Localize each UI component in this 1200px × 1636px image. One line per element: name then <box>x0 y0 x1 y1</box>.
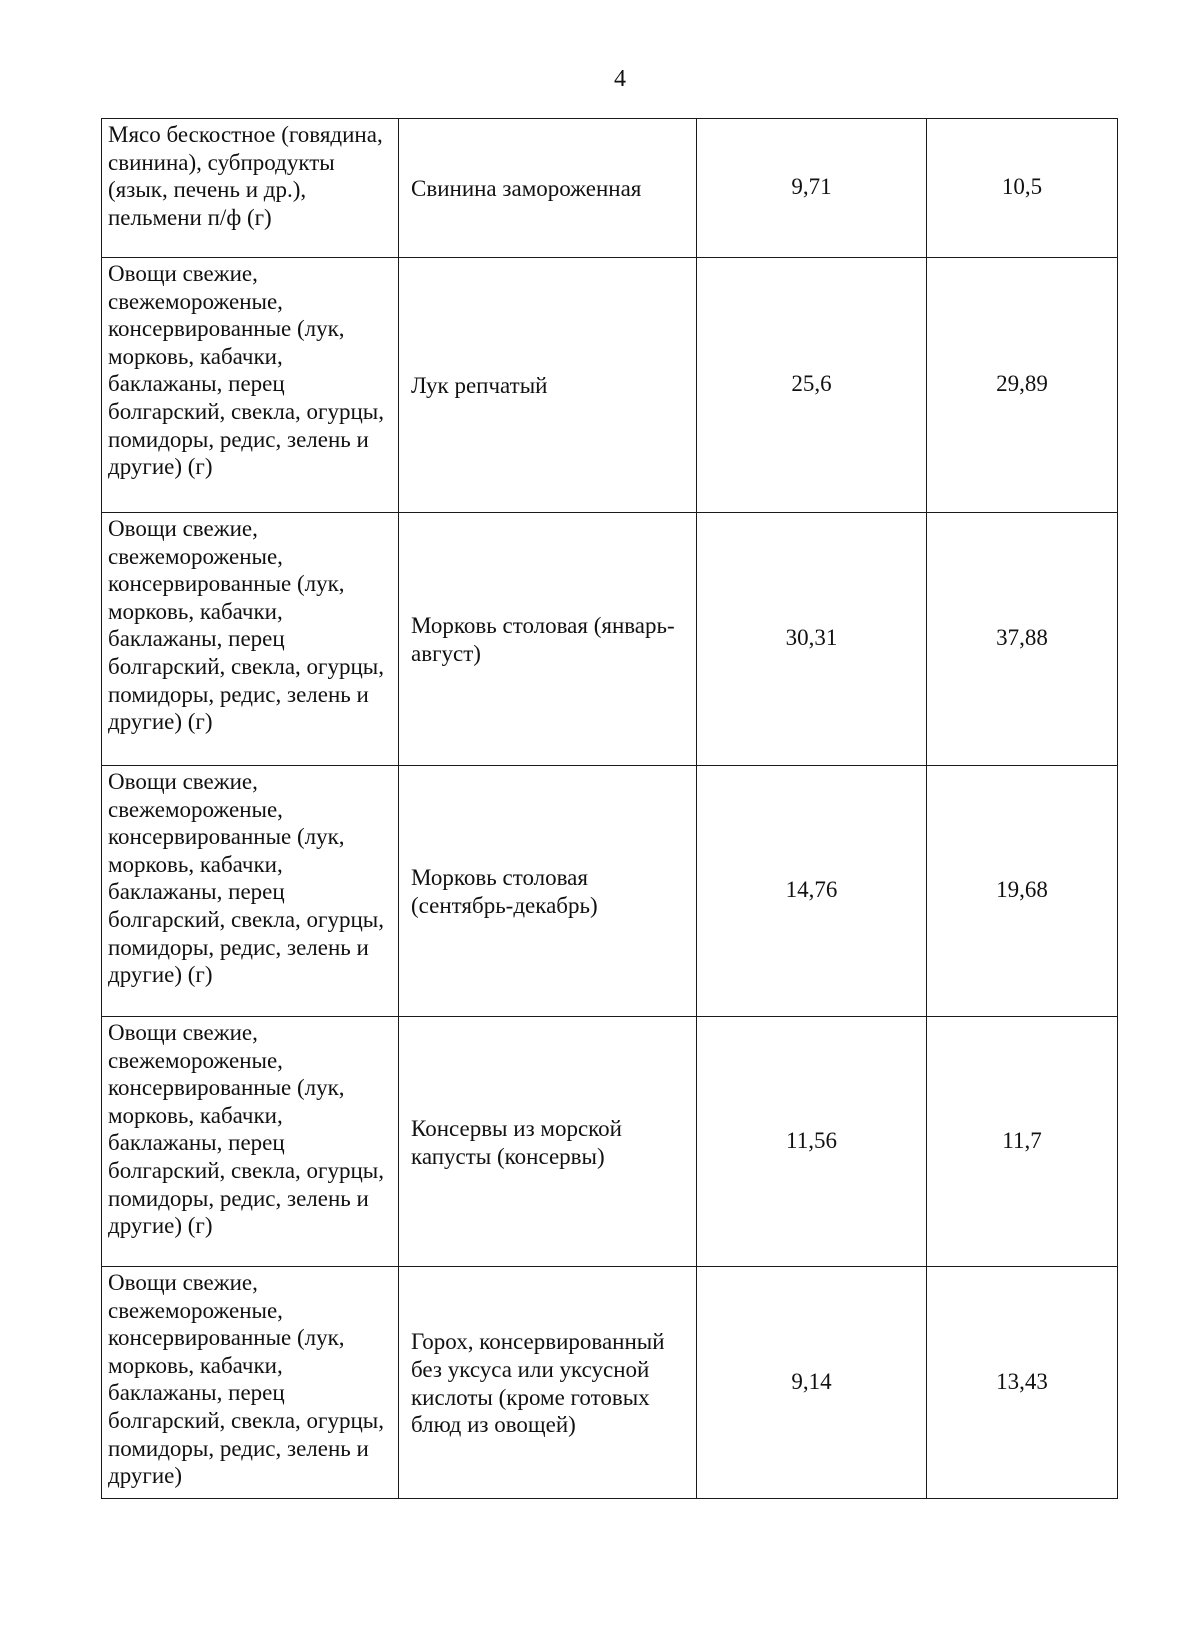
value-1-cell: 9,14 <box>697 1267 927 1499</box>
product-cell: Морковь столовая (сентябрь-декабрь) <box>399 766 697 1017</box>
value-1-cell: 14,76 <box>697 766 927 1017</box>
product-cell: Морковь столовая (январь-август) <box>399 513 697 766</box>
value-1-cell: 25,6 <box>697 258 927 513</box>
table-row <box>102 258 1118 513</box>
table-row <box>102 766 1118 1017</box>
value-2-cell: 10,5 <box>927 119 1118 258</box>
value-1-cell: 11,56 <box>697 1017 927 1267</box>
category-cell: Мясо бескостное (говядина, свинина), субпродукты (язык, печень и др.), пельмени п/ф (г) <box>102 119 399 258</box>
value-1-cell: 30,31 <box>697 513 927 766</box>
value-2-cell: 13,43 <box>927 1267 1118 1499</box>
value-2-cell: 11,7 <box>927 1017 1118 1267</box>
value-1-cell: 9,71 <box>697 119 927 258</box>
value-2-cell: 19,68 <box>927 766 1118 1017</box>
category-cell: Овощи свежие, свежемороженые, консервированные (лук, морковь, кабачки, баклажаны, перец болгарский, свекла, огурцы, помидоры, редис, зелень и другие) (г) <box>102 1017 399 1267</box>
table-row <box>102 513 1118 766</box>
page-number: 4 <box>614 66 626 92</box>
category-cell: Овощи свежие, свежемороженые, консервированные (лук, морковь, кабачки, баклажаны, перец болгарский, свекла, огурцы, помидоры, редис, зелень и другие) <box>102 1267 399 1499</box>
value-2-cell: 37,88 <box>927 513 1118 766</box>
product-cell: Горох, консервированный без уксуса или уксусной кислоты (кроме готовых блюд из овощей) <box>399 1267 697 1499</box>
category-cell: Овощи свежие, свежемороженые, консервированные (лук, морковь, кабачки, баклажаны, перец болгарский, свекла, огурцы, помидоры, редис, зелень и другие) (г) <box>102 513 399 766</box>
category-cell: Овощи свежие, свежемороженые, консервированные (лук, морковь, кабачки, баклажаны, перец болгарский, свекла, огурцы, помидоры, редис, зелень и другие) (г) <box>102 766 399 1017</box>
product-cell: Консервы из морской капусты (консервы) <box>399 1017 697 1267</box>
product-cell: Свинина замороженная <box>399 119 697 258</box>
table-row <box>102 1017 1118 1267</box>
product-cell: Лук репчатый <box>399 258 697 513</box>
value-2-cell: 29,89 <box>927 258 1118 513</box>
category-cell: Овощи свежие, свежемороженые, консервированные (лук, морковь, кабачки, баклажаны, перец болгарский, свекла, огурцы, помидоры, редис, зелень и другие) (г) <box>102 258 399 513</box>
price-table <box>101 118 1118 1499</box>
table-row <box>102 119 1118 258</box>
table-row <box>102 1267 1118 1499</box>
